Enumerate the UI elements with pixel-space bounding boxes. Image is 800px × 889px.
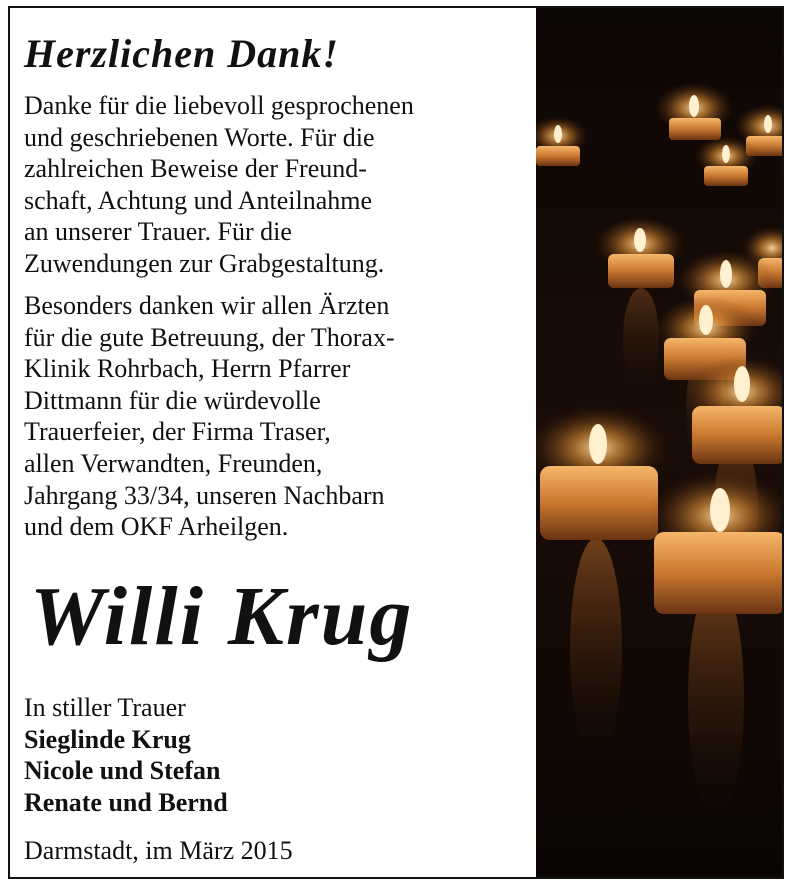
- text-line: für die gute Betreuung, der Thorax-: [24, 322, 395, 352]
- thank-you-title: Herzlichen Dank!: [24, 31, 339, 76]
- text-line: schaft, Achtung und Anteilnahme: [24, 185, 373, 215]
- mourning-intro: In stiller Trauer: [24, 693, 186, 722]
- mourners-block: [24, 692, 228, 818]
- mourner-name: Sieglinde Krug: [24, 724, 191, 754]
- text-line: Zuwendungen zur Grabgestaltung.: [24, 248, 385, 278]
- deceased-name: Willi Krug: [30, 570, 414, 663]
- mourner-name: Nicole und Stefan: [24, 756, 221, 786]
- text-line: Trauerfeier, der Firma Traser,: [24, 417, 331, 447]
- text-line: Besonders danken wir allen Ärzten: [24, 291, 390, 320]
- text-line: und dem OKF Arheilgen.: [24, 512, 289, 542]
- place-date: Darmstadt, im März 2015: [24, 836, 293, 865]
- text-line: und geschriebenen Worte. Für die: [24, 122, 375, 152]
- text-line: Klinik Rohrbach, Herrn Pfarrer: [24, 354, 351, 384]
- text-line: Jahrgang 33/34, unseren Nachbarn: [24, 480, 385, 510]
- text-line: Danke für die liebevoll gesprochenen: [24, 91, 414, 120]
- text-line: zahlreichen Beweise der Freund-: [24, 154, 367, 184]
- text-line: Dittmann für die würdevolle: [24, 385, 321, 415]
- special-thanks-paragraph: [24, 290, 395, 543]
- mourner-name: Renate und Bernd: [24, 787, 228, 817]
- text-line: allen Verwandten, Freunden,: [24, 448, 323, 478]
- thanks-paragraph: [24, 90, 414, 280]
- text-line: an unserer Trauer. Für die: [24, 217, 292, 247]
- obituary-card: [8, 6, 784, 879]
- text-column: [24, 8, 544, 877]
- candles-photo: [536, 8, 784, 879]
